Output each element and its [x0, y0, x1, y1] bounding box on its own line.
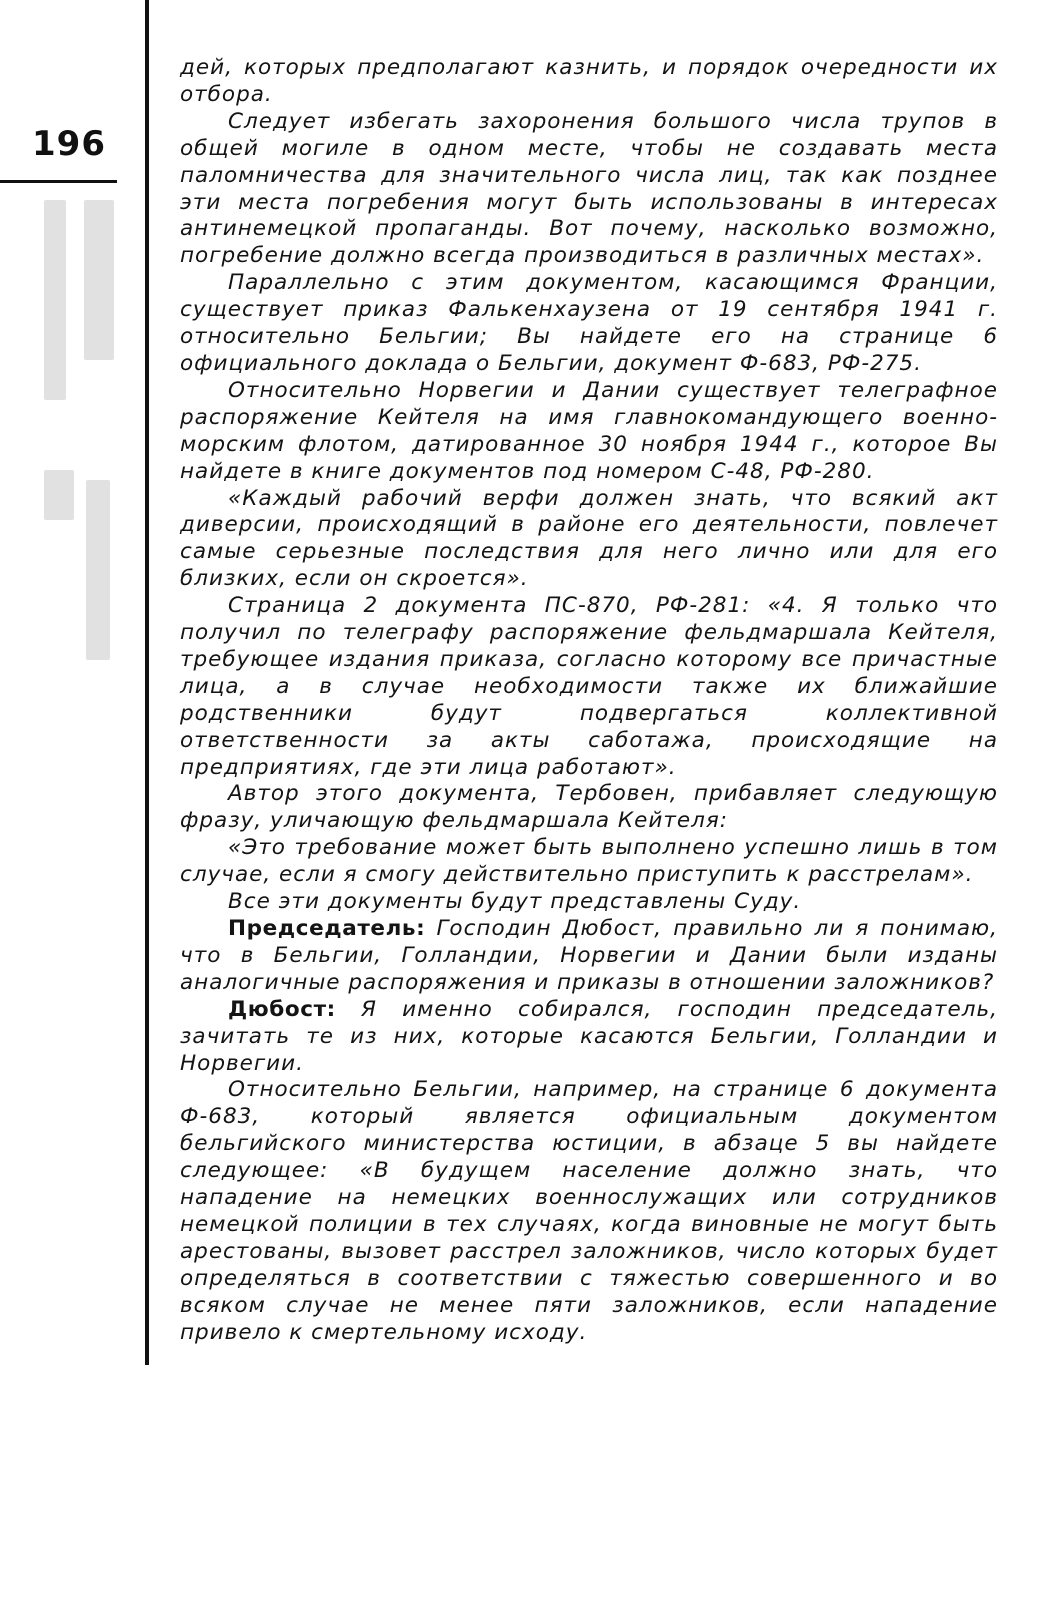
speaker-paragraph [180, 997, 998, 1078]
margin-smudge [84, 200, 114, 360]
paragraph: Следует избегать захоронения большого числа трупов в общей могиле в одном месте, чтобы не создавать места паломничества для значительного числа лиц, так как позднее эти места погребения могут быть использованы в интересах антинемецкой пропаганды. Вот почему, насколько возможно, погребение должно всегда производиться в различных местах». [180, 108, 998, 269]
speaker-name: Дюбост: [228, 996, 336, 1022]
paragraph: Все эти документы будут представлены Суду. [228, 889, 802, 915]
page-number-rule [0, 180, 117, 183]
speaker-name: Председатель: [228, 916, 426, 941]
speaker-text: Я именно собирался, господин председатель, зачитать те из них, которые касаются Бельгии, Голландии и Норвегии. [180, 996, 998, 1076]
margin-smudge [44, 200, 66, 400]
paragraph-quote: «Каждый рабочий верфи должен знать, что всякий акт диверсии, происходящий в районе его деятельности, повлечет самые серьезные последствия для него лично или для его близких, если он скроется». [180, 485, 998, 592]
paragraph: Относительно Норвегии и Дании существует телеграфное распоряжение Кейтеля на имя главнокомандующего военно-морским флотом, датированное 30 ноября 1944 г., которое Вы найдете в книге документов под номером С-48, РФ-280. [180, 377, 998, 484]
paragraph: Страница 2 документа ПС-870, РФ-281: «4. Я только что получил по телеграфу распоряжение фельдмаршала Кейтеля, требующее издания приказа, согласно которому все причастные лица, а в случае необходимости также их ближайшие родственники будут подвергаться коллективной ответственности за акты саботажа, происходящие на предприятиях, где эти лица работают». [180, 593, 998, 780]
margin-smudge [86, 480, 110, 660]
speaker-paragraph [180, 916, 998, 997]
paragraph: Относительно Бельгии, например, на странице 6 документа Ф-683, который является официальным документом бельгийского министерства юстиции, в абзаце 5 вы найдете следующее: «В будущем население должно знать, что нападение на немецких военнослужащих или сотрудников немецкой полиции в тех случаях, когда виновные не могут быть арестованы, вызовет расстрел заложников, число которых будет определяться в соответствии с тяжестью совершенного и во всяком случае не менее пяти заложников, если нападение привело к смертельному исходу. [180, 1077, 998, 1345]
paragraph: Параллельно с этим документом, касающимся Франции, существует приказ Фалькенхаузена от 19 сентября 1941 г. относительно Бельгии; Вы найдете его на странице 6 официального доклада о Бельгии, документ Ф-683, РФ-275. [180, 270, 998, 376]
paragraph: дей, которых предполагают казнить, и порядок очередности их отбора. [180, 55, 998, 107]
margin-smudge [44, 470, 74, 520]
document-body [180, 55, 998, 1347]
page-number: 196 [32, 124, 106, 164]
speaker-text: Господин Дюбост, правильно ли я понимаю, что в Бельгии, Голландии, Норвегии и Дании были изданы аналогичные распоряжения и приказы в отношении заложников? [180, 916, 998, 995]
paragraph-quote: «Это требование может быть выполнено успешно лишь в том случае, если я смогу действительно приступить к расстрелам». [180, 835, 998, 888]
paragraph: Автор этого документа, Тербовен, прибавляет следующую фразу, уличающую фельдмаршала Кейтеля: [180, 781, 998, 834]
margin-rule [145, 0, 149, 1365]
